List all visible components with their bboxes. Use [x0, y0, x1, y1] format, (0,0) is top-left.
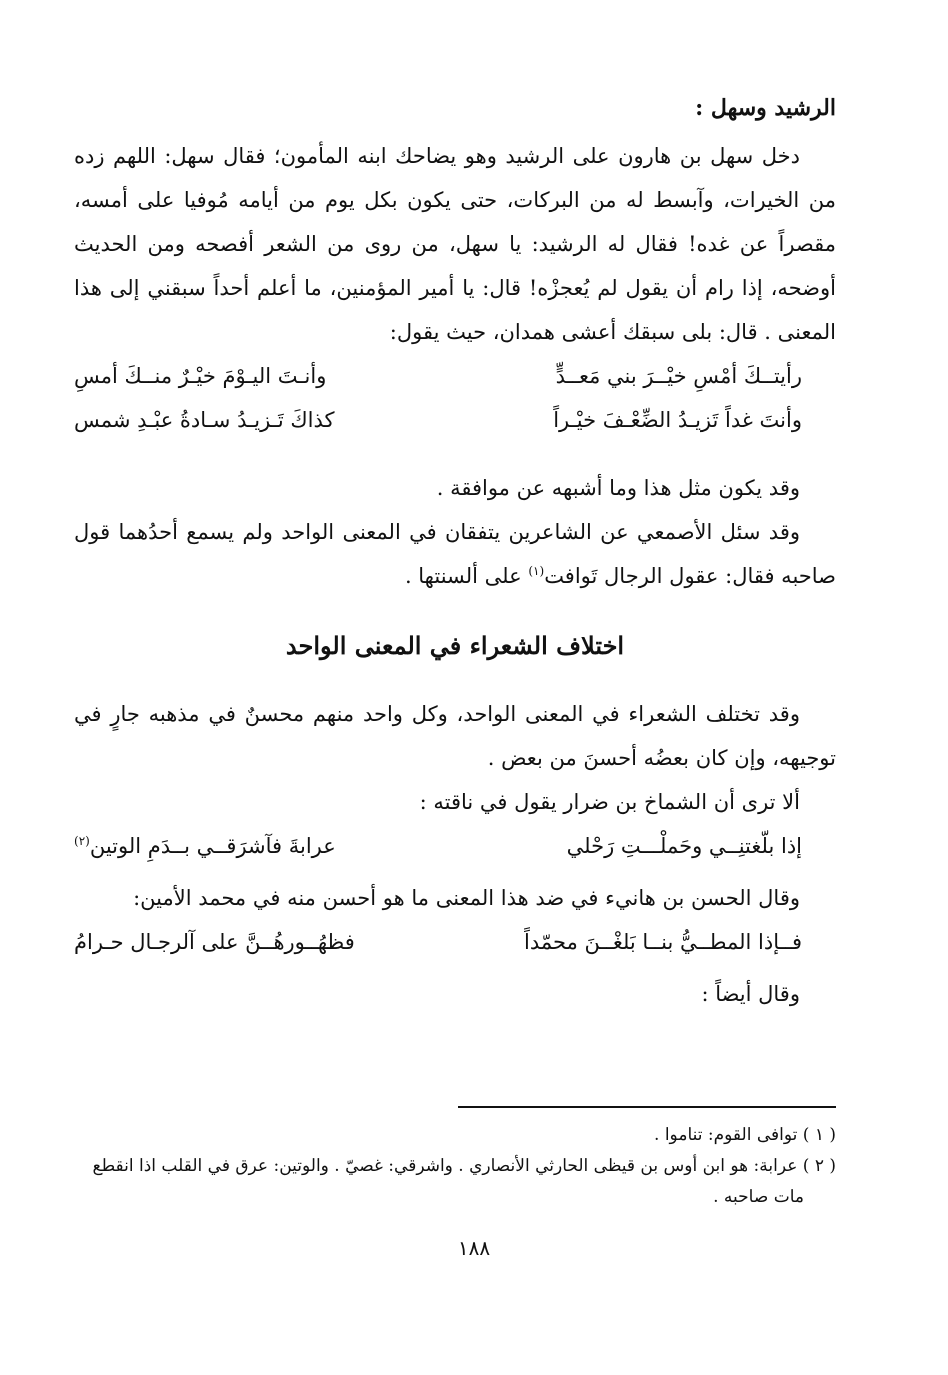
verse-3-first-hemistich: إذا بلّغتنِــي وحَملْـــتِ رَحْلي	[566, 834, 802, 858]
spacer	[74, 442, 836, 466]
verse-1-first-hemistich: رأيتــكَ أمْسِ خيْــرَ بني مَعــدٍّ	[555, 364, 802, 388]
verse-2	[74, 398, 836, 442]
paragraph-7: وقال أيضاً :	[701, 982, 800, 1006]
footnote-2-continuation: مات صاحبه .	[713, 1187, 804, 1207]
paragraph-2: وقد يكون مثل هذا وما أشبهه عن موافقة .	[436, 476, 800, 500]
verse-2-first-hemistich: وأنتَ غداً تَزيـدُ الضِّعْـفَ خيْـراً	[553, 408, 802, 432]
verse-4-second-hemistich: فظهُــورهُــنَّ على آلرجـال حـرامُ	[74, 930, 355, 954]
paragraph-4: وقد تختلف الشعراء في المعنى الواحد، وكل واحد منهم محسنٌ في مذهبه جارٍ في توجيهه، وإن كان بعضُه أحسنَ من بعض .	[74, 702, 836, 770]
verse-3-second-hemistich: عرابةَ فآشرَقــي بــدَمِ الوتين	[89, 834, 336, 858]
verse-1	[74, 354, 836, 398]
paragraph-3	[74, 510, 836, 598]
paragraph-6: وقال الحسن بن هانيء في ضد هذا المعنى ما هو أحسن منه في محمد الأمين:	[133, 886, 800, 910]
chapter-title: اختلاف الشعراء في المعنى الواحد	[285, 631, 625, 660]
verse-3-second-hemistich-wrap	[74, 824, 336, 868]
verse-3	[74, 824, 836, 868]
section-heading: الرشيد وسهل :	[695, 95, 836, 121]
spacer	[74, 868, 836, 876]
paragraph-3-text: وقد سئل الأصمعي عن الشاعرين يتفقان في المعنى الواحد ولم يسمع أحدُهما قول صاحبه فقال: عقول الرجال تَوافت	[74, 520, 836, 588]
verse-4-first-hemistich: فــإذا المطــيُّ بنــا بَلغْــنَ محمّداً	[524, 930, 802, 954]
verse-4	[74, 920, 836, 964]
footnote-1: ( ١ ) توافى القوم: تناموا .	[654, 1125, 836, 1145]
page-number: ١٨٨	[457, 1236, 491, 1260]
paragraph-1: دخل سهل بن هارون على الرشيد وهو يضاحك ابنه المأمون؛ فقال سهل: اللهم زده من الخيرات، وآبسط له من البركات، حتى يكون بكل يوم من أيامه مُوفيا على أمسه، مقصراً عن غده! فقال له الرشيد: يا سهل، من روى من الشعر أفصحه ومن الحديث أوضحه، إذا رام أن يقول لم يُعجزْه! قال: يا أمير المؤمنين، ما أعلم أحداً سبقني إلى هذا المعنى . قال: بلى سبقك أعشى همدان، حيث يقول:	[74, 144, 836, 344]
verse-1-second-hemistich: وأنـتَ اليـوْمَ خيْـرٌ منــكَ أمسِ	[74, 364, 327, 388]
paragraph-5: ألا ترى أن الشماخ بن ضرار يقول في ناقته :	[419, 790, 800, 814]
footnote-ref-1: (١)	[528, 564, 545, 578]
footnote-divider	[458, 1106, 836, 1108]
footnotes	[74, 1120, 836, 1213]
paragraph-3-end: على ألسنتها .	[404, 564, 522, 588]
footnote-ref-2: (٢)	[74, 834, 90, 848]
verse-2-second-hemistich: كذاكَ تَـزيـدُ سـادةُ عبْـدِ شمس	[74, 408, 335, 432]
footnote-2: ( ٢ ) عرابة: هو ابن أوس بن قيظى الحارثي الأنصاري . واشرقي: غصيّ . والوتين: عرق في القلب اذا انقطع	[92, 1156, 836, 1176]
